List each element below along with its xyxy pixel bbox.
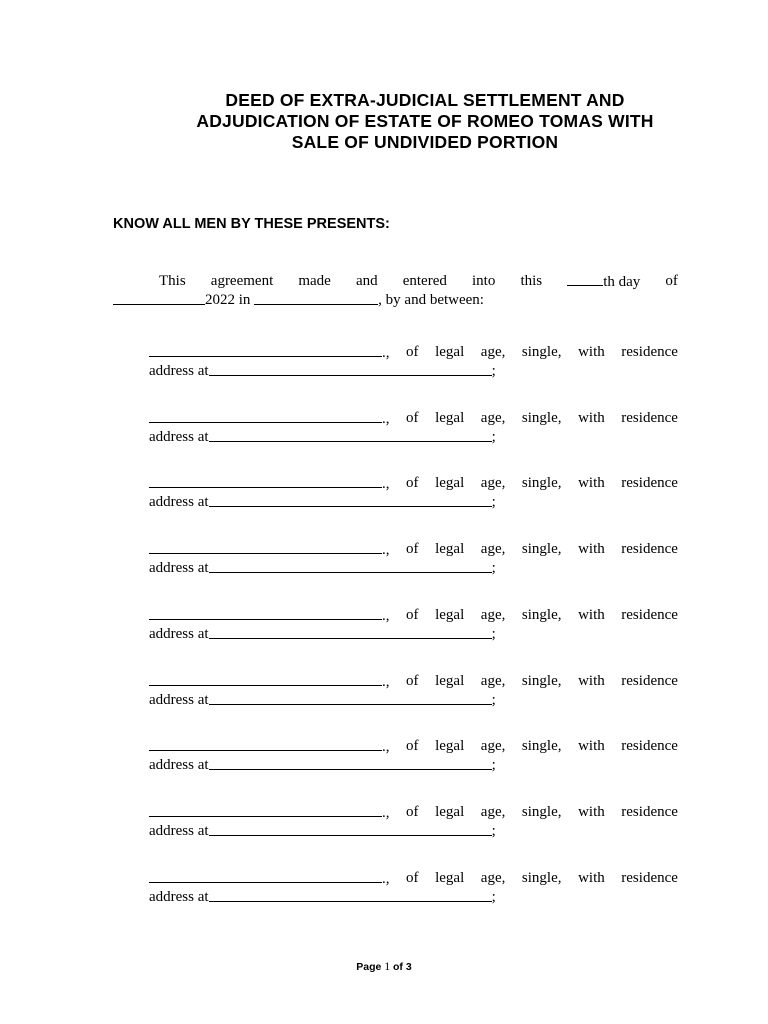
party-word: with [578,738,605,754]
address-end: ; [491,363,496,379]
address-blank [209,691,492,705]
day-blank [567,272,603,286]
party-word: of [406,804,419,820]
party-word: single, [521,673,562,689]
address-blank [209,888,492,902]
party-name-blank [149,540,382,554]
address-end: ; [491,429,496,445]
party-word: single, [521,804,562,820]
party-word: of [406,344,419,360]
party-word: of [406,738,419,754]
party-word: legal [435,804,465,820]
party-line-1 [149,409,678,428]
party-word: age, [480,410,506,426]
address-end: ; [491,889,496,905]
intro-word: This [159,273,186,289]
address-label: address at [149,363,209,379]
party-entry [149,409,678,447]
intro-word: into [471,273,496,289]
address-blank [209,559,492,573]
party-line-1 [149,343,678,362]
party-word: residence [621,738,678,754]
intro-word: agreement [210,273,274,289]
party-word: single, [521,870,562,886]
party-word: single, [521,738,562,754]
address-blank [209,625,492,639]
party-name-blank [149,672,382,686]
party-word: residence [621,541,678,557]
party-name-field [149,869,390,888]
party-name-blank [149,737,382,751]
party-name-field [149,474,390,493]
footer-of-word: of [393,961,403,973]
party-word: with [578,870,605,886]
party-word: of [406,410,419,426]
party-name-blank [149,606,382,620]
party-word: single, [521,344,562,360]
party-name-blank [149,409,382,423]
intro-word: entered [402,273,447,289]
party-name-suffix: ., [382,345,390,361]
party-word: legal [435,475,465,491]
title-line: ADJUDICATION OF ESTATE OF ROMEO TOMAS WITH [196,111,654,131]
intro-word: made [298,273,331,289]
address-blank [209,428,492,442]
party-name-field [149,672,390,691]
footer-page-word: Page [356,961,382,973]
address-label: address at [149,823,209,839]
address-blank [209,756,492,770]
party-word: with [578,804,605,820]
address-label: address at [149,429,209,445]
party-line-1 [149,672,678,691]
day-field [567,272,640,291]
party-name-suffix: ., [382,674,390,690]
party-word: age, [480,870,506,886]
month-blank [113,291,205,305]
party-word: legal [435,738,465,754]
party-line-1 [149,606,678,625]
address-label: address at [149,494,209,510]
party-name-field [149,409,390,428]
party-name-field [149,737,390,756]
party-line-2 [149,888,678,907]
party-line-2 [149,493,678,512]
intro-of: of [665,273,678,289]
party-name-blank [149,869,382,883]
party-line-1 [149,803,678,822]
party-word: residence [621,673,678,689]
year-text: 2022 in [205,292,251,308]
party-word: age, [480,541,506,557]
party-word: legal [435,673,465,689]
day-suffix: th day [603,274,641,290]
party-line-2 [149,756,678,775]
document-title [110,90,740,153]
party-word: of [406,607,419,623]
party-name-field [149,343,390,362]
party-line-1 [149,737,678,756]
party-line-2 [149,625,678,644]
party-entry [149,343,678,381]
party-line-2 [149,559,678,578]
address-end: ; [491,560,496,576]
know-all-men-heading: KNOW ALL MEN BY THESE PRESENTS: [113,216,390,232]
intro-word: and [355,273,378,289]
party-entry [149,869,678,907]
party-entry [149,803,678,841]
address-blank [209,822,492,836]
party-word: legal [435,870,465,886]
address-end: ; [491,823,496,839]
footer-total-pages: 3 [405,961,412,973]
party-word: age, [480,344,506,360]
party-word: of [406,870,419,886]
party-word: residence [621,410,678,426]
party-word: age, [480,804,506,820]
party-name-blank [149,343,382,357]
address-label: address at [149,626,209,642]
address-end: ; [491,494,496,510]
address-label: address at [149,560,209,576]
address-label: address at [149,757,209,773]
address-label: address at [149,692,209,708]
party-word: age, [480,475,506,491]
party-word: residence [621,804,678,820]
party-entry [149,737,678,775]
party-word: residence [621,870,678,886]
party-word: single, [521,410,562,426]
intro-paragraph [113,272,678,310]
party-name-suffix: ., [382,805,390,821]
page-footer [0,961,768,973]
party-word: with [578,344,605,360]
party-entry [149,540,678,578]
party-line-2 [149,428,678,447]
party-entry [149,606,678,644]
address-end: ; [491,626,496,642]
party-line-1 [149,540,678,559]
party-word: legal [435,607,465,623]
party-line-1 [149,869,678,888]
party-word: single, [521,475,562,491]
party-entry [149,672,678,710]
party-name-suffix: ., [382,411,390,427]
party-name-suffix: ., [382,871,390,887]
party-name-field [149,540,390,559]
party-word: single, [521,607,562,623]
intro-word: this [520,273,543,289]
party-line-2 [149,362,678,381]
party-word: with [578,607,605,623]
party-word: age, [480,738,506,754]
party-word: with [578,475,605,491]
by-and-between: , by and between: [378,292,484,308]
party-word: with [578,673,605,689]
party-word: age, [480,673,506,689]
party-word: residence [621,607,678,623]
address-end: ; [491,757,496,773]
party-name-suffix: ., [382,739,390,755]
party-name-field [149,606,390,625]
address-blank [209,362,492,376]
party-line-1 [149,474,678,493]
party-name-suffix: ., [382,476,390,492]
party-entry [149,474,678,512]
intro-line-1 [113,272,678,291]
party-word: with [578,410,605,426]
address-label: address at [149,889,209,905]
title-line: DEED OF EXTRA-JUDICIAL SETTLEMENT AND [225,90,625,110]
party-line-2 [149,691,678,710]
party-name-blank [149,803,382,817]
party-word: legal [435,344,465,360]
party-name-suffix: ., [382,608,390,624]
party-word: legal [435,541,465,557]
party-word: of [406,673,419,689]
party-word: age, [480,607,506,623]
party-name-suffix: ., [382,542,390,558]
party-name-field [149,803,390,822]
party-name-blank [149,474,382,488]
party-word: with [578,541,605,557]
party-line-2 [149,822,678,841]
party-word: of [406,475,419,491]
party-word: legal [435,410,465,426]
party-word: residence [621,475,678,491]
party-word: residence [621,344,678,360]
party-word: single, [521,541,562,557]
footer-current-page: 1 [384,961,391,973]
intro-line-2 [113,291,678,310]
place-blank [254,291,378,305]
address-end: ; [491,692,496,708]
party-word: of [406,541,419,557]
address-blank [209,493,492,507]
title-line: SALE OF UNDIVIDED PORTION [291,132,559,152]
